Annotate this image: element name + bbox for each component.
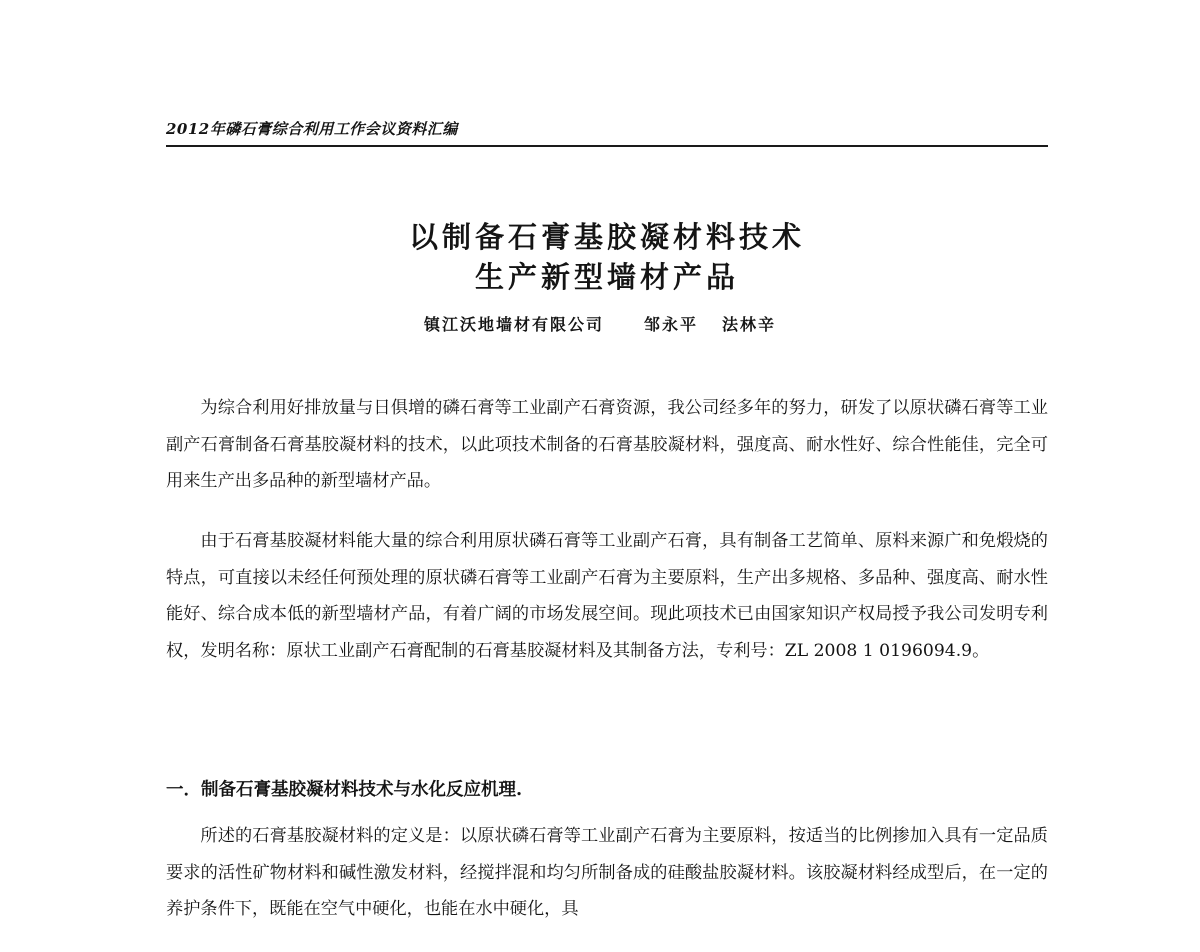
body-paragraph-3: 所述的石膏基胶凝材料的定义是：以原状磷石膏等工业副产石膏为主要原料，按适当的比例掺加入具有一定品质要求的活性矿物材料和碱性激发材料，经搅拌混和均匀所制备成的硅酸盐胶凝材料。该胶凝材料经成型后，在一定的养护条件下，既能在空气中硬化，也能在水中硬化，具 — [166, 826, 1048, 919]
author-1: 邹永平 — [643, 315, 698, 334]
article-title-line-1: 以制备石膏基胶凝材料技术 — [408, 220, 805, 254]
running-header: 2012年磷石膏综合利用工作会议资料汇编 — [166, 120, 458, 138]
byline — [0, 312, 1200, 335]
section-heading-1: 一．制备石膏基胶凝材料技术与水化反应机理. — [166, 780, 523, 800]
company-name: 镇江沃地墙材有限公司 — [423, 315, 604, 334]
header-rule — [166, 145, 1048, 147]
article-title-line-2: 生产新型墙材产品 — [474, 260, 739, 294]
author-2: 法林辛 — [722, 315, 777, 334]
body-paragraph-1: 为综合利用好排放量与日俱增的磷石膏等工业副产石膏资源，我公司经多年的努力，研发了以原状磷石膏等工业副产石膏制备石膏基胶凝材料的技术，以此项技术制备的石膏基胶凝材料，强度高、耐水性好、综合性能佳，完全可用来生产出多品种的新型墙材产品。 — [166, 398, 1048, 491]
body-paragraph-2: 由于石膏基胶凝材料能大量的综合利用原状磷石膏等工业副产石膏，具有制备工艺简单、原料来源广和免煅烧的特点，可直接以未经任何预处理的原状磷石膏等工业副产石膏为主要原料，生产出多规格、多品种、强度高、耐水性能好、综合成本低的新型墙材产品，有着广阔的市场发展空间。现此项技术已由国家知识产权局授予我公司发明专利权，发明名称：原状工业副产石膏配制的石膏基胶凝材料及其制备方法，专利号：ZL 2008 1 0196094.9。 — [166, 531, 1048, 661]
